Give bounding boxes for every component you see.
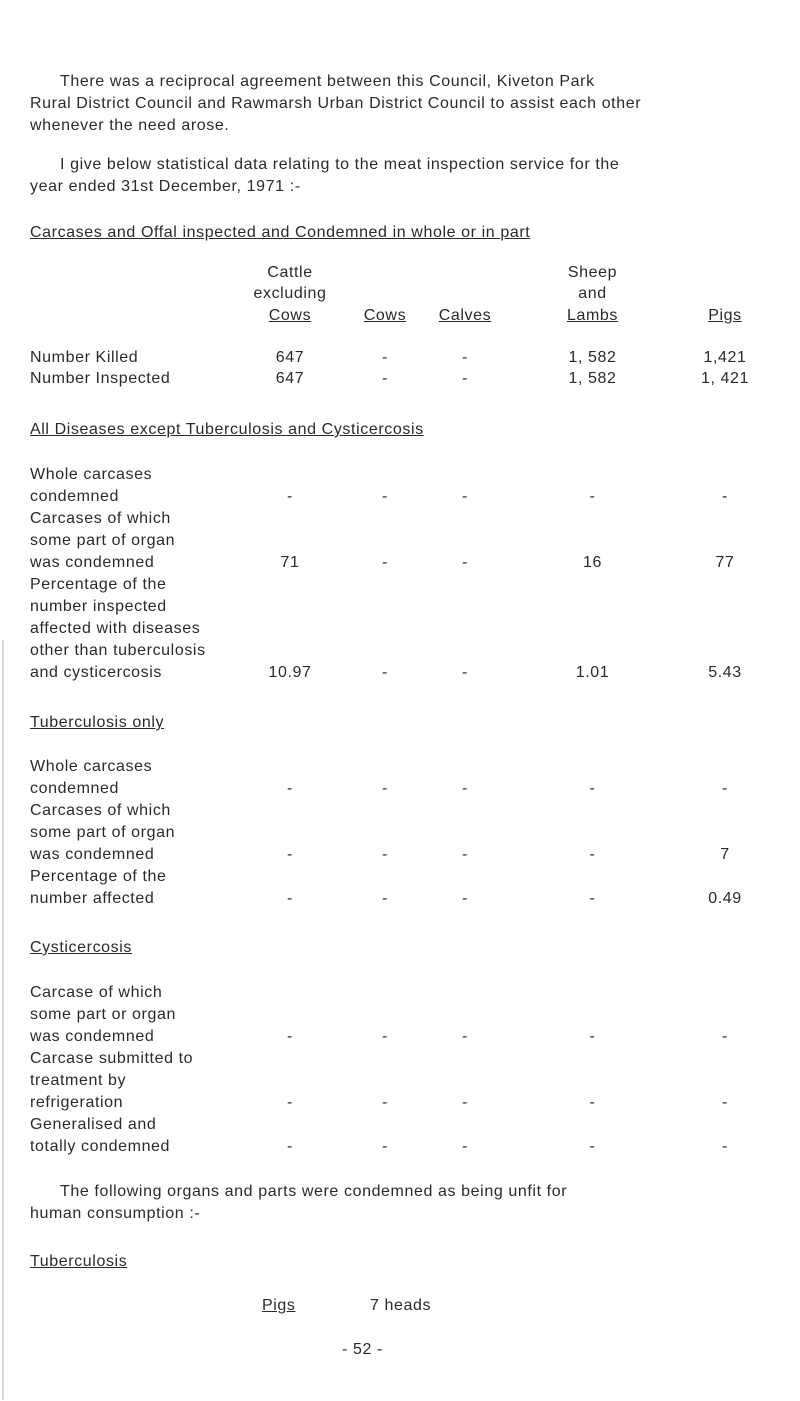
table-cell: - bbox=[287, 846, 293, 863]
table-cell: - bbox=[722, 780, 728, 797]
row-label: Whole carcases bbox=[30, 466, 153, 483]
intro-paragraph-line: whenever the need arose. bbox=[30, 117, 230, 134]
table-cell: - bbox=[382, 664, 388, 681]
column-header-pigs: Pigs bbox=[708, 307, 742, 324]
row-label: was condemned bbox=[30, 846, 155, 863]
table-cell: - bbox=[287, 780, 293, 797]
row-label: condemned bbox=[30, 780, 120, 797]
table-cell: 647 bbox=[275, 349, 305, 366]
section-heading: Tuberculosis only bbox=[30, 714, 165, 731]
table-cell: - bbox=[589, 1094, 596, 1111]
table-cell: - bbox=[382, 370, 388, 387]
row-label: Number Killed bbox=[30, 349, 139, 366]
column-header-sheep: Sheep bbox=[567, 264, 618, 281]
scan-margin-line bbox=[2, 640, 4, 1400]
table-cell: 1,421 bbox=[703, 349, 747, 366]
table-cell: - bbox=[589, 890, 596, 907]
column-header-calves: Calves bbox=[438, 307, 492, 324]
table-cell: 1, 582 bbox=[568, 370, 617, 387]
row-label: condemned bbox=[30, 488, 120, 505]
table-cell: - bbox=[722, 1138, 728, 1155]
column-header-cattle: Cattle bbox=[267, 264, 313, 281]
table-cell: - bbox=[382, 488, 388, 505]
row-label: Carcases of which bbox=[30, 802, 171, 819]
table-cell: 16 bbox=[583, 554, 602, 571]
table-cell: - bbox=[287, 890, 293, 907]
row-label: and cysticercosis bbox=[30, 664, 163, 681]
table-cell: - bbox=[462, 890, 468, 907]
table-cell: - bbox=[722, 1094, 728, 1111]
column-header-cattle: excluding bbox=[253, 285, 327, 302]
table-cell: - bbox=[462, 780, 468, 797]
row-label: refrigeration bbox=[30, 1094, 124, 1111]
table-cell: 77 bbox=[715, 554, 735, 571]
row-label: other than tuberculosis bbox=[30, 642, 206, 659]
table-cell: - bbox=[589, 1138, 596, 1155]
row-label: was condemned bbox=[30, 1028, 155, 1045]
table-cell: - bbox=[462, 554, 468, 571]
intro-paragraph-line: I give below statistical data relating to the meat inspection service for the bbox=[60, 156, 620, 173]
table-cell: - bbox=[382, 554, 388, 571]
table-cell: 71 bbox=[280, 554, 300, 571]
row-label: number affected bbox=[30, 890, 155, 907]
row-label: Number Inspected bbox=[30, 370, 171, 387]
table-cell: 10.97 bbox=[268, 664, 312, 681]
table-cell: - bbox=[382, 780, 388, 797]
row-label: Percentage of the bbox=[30, 576, 167, 593]
table-cell: - bbox=[462, 488, 468, 505]
column-header-cows: Cows bbox=[363, 307, 407, 324]
table-cell: - bbox=[589, 1028, 596, 1045]
page-number: - 52 - bbox=[342, 1341, 383, 1358]
organs-amount: 7 heads bbox=[370, 1297, 432, 1314]
organs-animal: Pigs bbox=[262, 1297, 296, 1314]
section-heading: All Diseases except Tuberculosis and Cysticercosis bbox=[30, 421, 424, 438]
row-label: treatment by bbox=[30, 1072, 127, 1089]
row-label: Carcases of which bbox=[30, 510, 171, 527]
section-heading: Cysticercosis bbox=[30, 939, 133, 956]
row-label: was condemned bbox=[30, 554, 155, 571]
organs-paragraph-line: The following organs and parts were condemned as being unfit for bbox=[60, 1183, 568, 1200]
table-cell: - bbox=[722, 488, 728, 505]
column-header-sheep: Lambs bbox=[566, 307, 619, 324]
table-cell: 1.01 bbox=[575, 664, 610, 681]
row-label: Carcase of which bbox=[30, 984, 163, 1001]
table-cell: - bbox=[287, 1094, 293, 1111]
row-label: some part or organ bbox=[30, 1006, 176, 1023]
table-cell: - bbox=[722, 1028, 728, 1045]
row-label: totally condemned bbox=[30, 1138, 171, 1155]
row-label: number inspected bbox=[30, 598, 167, 615]
table-cell: - bbox=[462, 1028, 468, 1045]
table-cell: - bbox=[382, 1138, 388, 1155]
table-cell: - bbox=[287, 1028, 293, 1045]
table-cell: - bbox=[382, 349, 388, 366]
table-cell: 1, 582 bbox=[568, 349, 617, 366]
table-cell: - bbox=[382, 890, 388, 907]
row-label: Percentage of the bbox=[30, 868, 167, 885]
organs-paragraph-line: human consumption :- bbox=[30, 1205, 201, 1222]
table-cell: - bbox=[382, 846, 388, 863]
row-label: Whole carcases bbox=[30, 758, 153, 775]
table-cell: - bbox=[462, 846, 468, 863]
table-cell: 5.43 bbox=[708, 664, 742, 681]
intro-paragraph-line: year ended 31st December, 1971 :- bbox=[30, 178, 301, 195]
column-header-sheep: and bbox=[578, 285, 607, 302]
table-cell: - bbox=[589, 846, 596, 863]
intro-paragraph-line: There was a reciprocal agreement between this Council, Kiveton Park bbox=[60, 73, 595, 90]
row-label: Generalised and bbox=[30, 1116, 157, 1133]
table-cell: 1, 421 bbox=[700, 370, 750, 387]
table-cell: 0.49 bbox=[708, 890, 742, 907]
column-header-cattle: Cows bbox=[268, 307, 312, 324]
table-cell: - bbox=[462, 370, 468, 387]
table-cell: - bbox=[462, 1138, 468, 1155]
section-heading: Carcases and Offal inspected and Condemned in whole or in part bbox=[30, 224, 531, 241]
table-cell: 647 bbox=[275, 370, 305, 387]
table-cell: - bbox=[462, 349, 468, 366]
intro-paragraph-line: Rural District Council and Rawmarsh Urban District Council to assist each other bbox=[30, 95, 642, 112]
table-cell: - bbox=[382, 1028, 388, 1045]
table-cell: - bbox=[589, 488, 596, 505]
table-cell: - bbox=[287, 1138, 293, 1155]
row-label: some part of organ bbox=[30, 824, 176, 841]
section-heading: Tuberculosis bbox=[30, 1253, 128, 1270]
row-label: affected with diseases bbox=[30, 620, 201, 637]
table-cell: - bbox=[462, 664, 468, 681]
table-cell: 7 bbox=[720, 846, 730, 863]
row-label: Carcase submitted to bbox=[30, 1050, 194, 1067]
table-cell: - bbox=[382, 1094, 388, 1111]
table-cell: - bbox=[287, 488, 293, 505]
table-cell: - bbox=[589, 780, 596, 797]
row-label: some part of organ bbox=[30, 532, 176, 549]
table-cell: - bbox=[462, 1094, 468, 1111]
